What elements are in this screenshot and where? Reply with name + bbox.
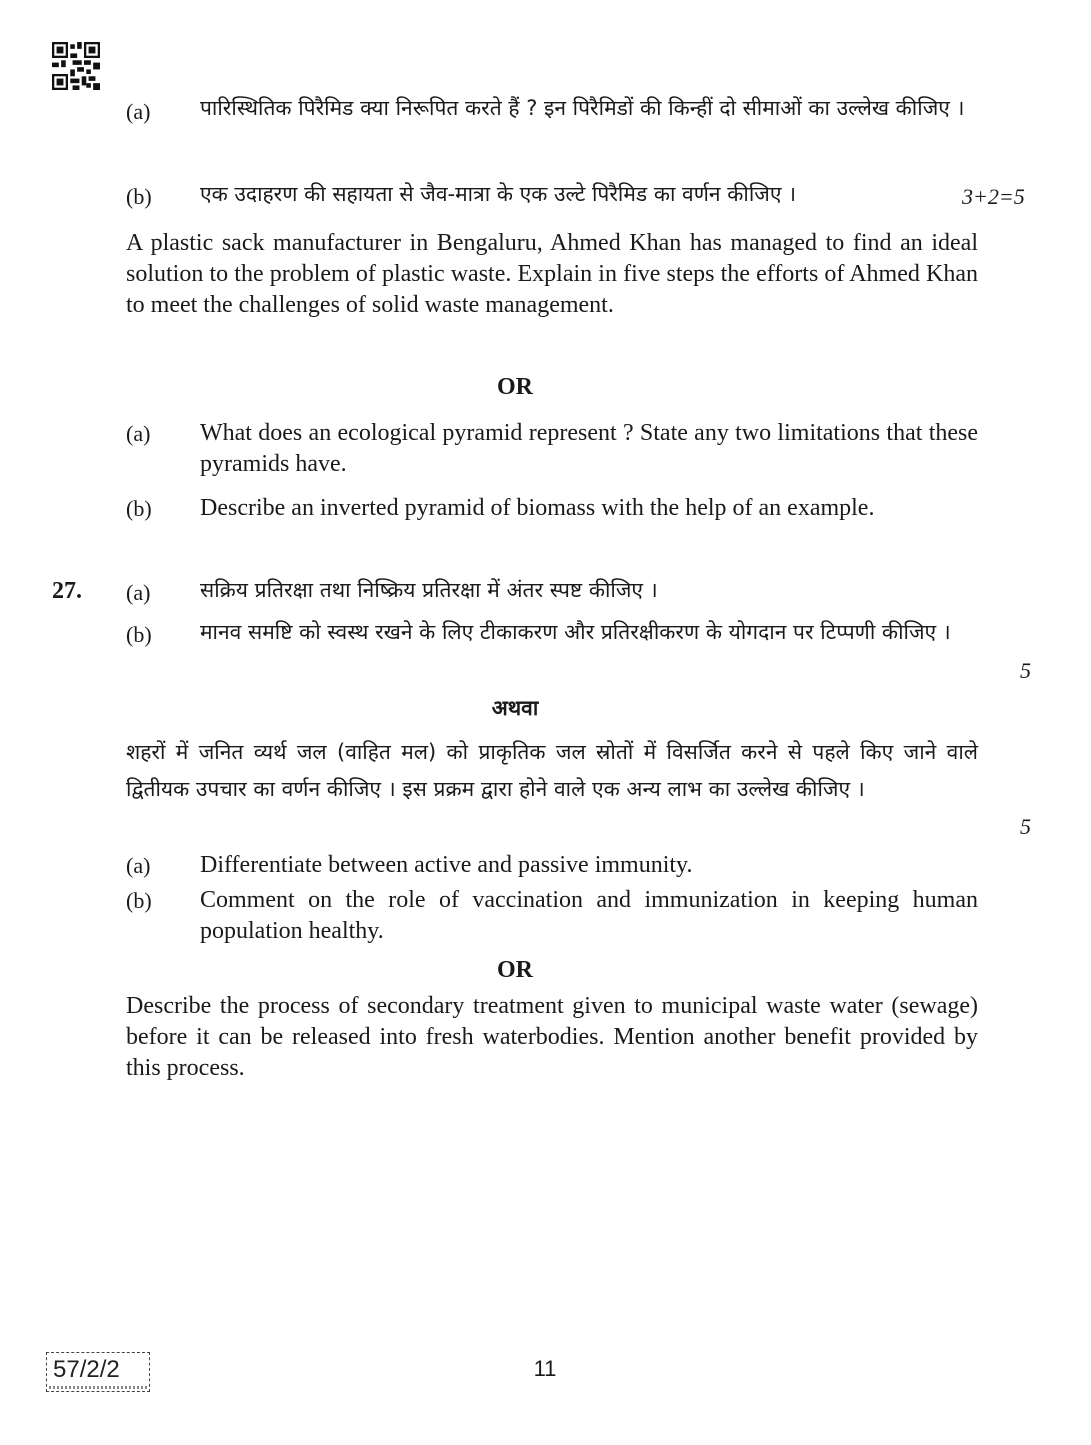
q27-hi-paragraph: शहरों में जनित व्यर्थ जल (वाहित मल) को प्राकृतिक जल स्रोतों में विसर्जित करने से पहले किए जाने वाले द्वितीयक उपचार का वर्णन कीजिए । इस प्रक्रम द्वारा होने वाले एक अन्य लाभ का उल्लेख कीजिए ।	[126, 740, 978, 801]
q26-en-b-text: Describe an inverted pyramid of biomass with the help of an example.	[200, 495, 875, 521]
q26-hi-a-text: पारिस्थितिक पिरैमिड क्या निरूपित करते हैं ? इन पिरैमिडों की किन्हीं दो सीमाओं का उल्लेख कीजिए ।	[200, 96, 965, 120]
barcode-strip	[49, 1386, 147, 1389]
page-number: 11	[533, 1356, 557, 1381]
q27-hi-a-label: (a)	[126, 580, 151, 605]
q26-en-paragraph: A plastic sack manufacturer in Bengaluru, Ahmed Khan has managed to find an ideal solution to the problem of plastic waste. Explain in five steps the efforts of Ahmed Khan to meet the challenges of solid waste management.	[126, 230, 978, 318]
q27-en-a-label: (a)	[126, 853, 151, 878]
q26-hi-b-marks: 3+2=5	[962, 184, 1025, 209]
q27-or-heading: OR	[497, 957, 533, 983]
q26-en-a-text: What does an ecological pyramid represent ? State any two limitations that these pyramids have.	[200, 420, 978, 477]
q27-hi-b-text: मानव समष्टि को स्वस्थ रखने के लिए टीकाकरण और प्रतिरक्षीकरण के योगदान पर टिप्पणी कीजिए ।	[200, 620, 951, 644]
q27-hi-b-label: (b)	[126, 622, 152, 647]
paper-code: 57/2/2	[53, 1356, 120, 1383]
q27-hi-b-marks: 5	[1020, 658, 1031, 683]
q27-hi-a-text: सक्रिय प्रतिरक्षा तथा निष्क्रिय प्रतिरक्षा में अंतर स्पष्ट कीजिए ।	[200, 578, 658, 602]
q26-or-heading: OR	[497, 374, 533, 400]
q27-en-paragraph: Describe the process of secondary treatment given to municipal waste water (sewage) before it can be released into fresh waterbodies. Mention another benefit provided by this process.	[126, 993, 978, 1081]
qr-code-icon	[52, 42, 100, 90]
q27-hi-para-marks: 5	[1020, 814, 1031, 839]
q27-number: 27.	[52, 578, 82, 604]
q27-en-a-text: Differentiate between active and passive immunity.	[200, 852, 693, 878]
q27-en-b-text: Comment on the role of vaccination and immunization in keeping human population healthy.	[200, 887, 978, 944]
q26-hi-b-label: (b)	[126, 184, 152, 209]
q27-athva-heading: अथवा	[491, 696, 539, 720]
q26-hi-b-text: एक उदाहरण की सहायता से जैव-मात्रा के एक उल्टे पिरैमिड का वर्णन कीजिए ।	[200, 182, 797, 206]
q26-en-b-label: (b)	[126, 496, 152, 521]
q26-en-a-label: (a)	[126, 421, 151, 446]
q27-en-b-label: (b)	[126, 888, 152, 913]
paper-code-box	[46, 1352, 150, 1392]
q26-hi-a-label: (a)	[126, 99, 151, 124]
